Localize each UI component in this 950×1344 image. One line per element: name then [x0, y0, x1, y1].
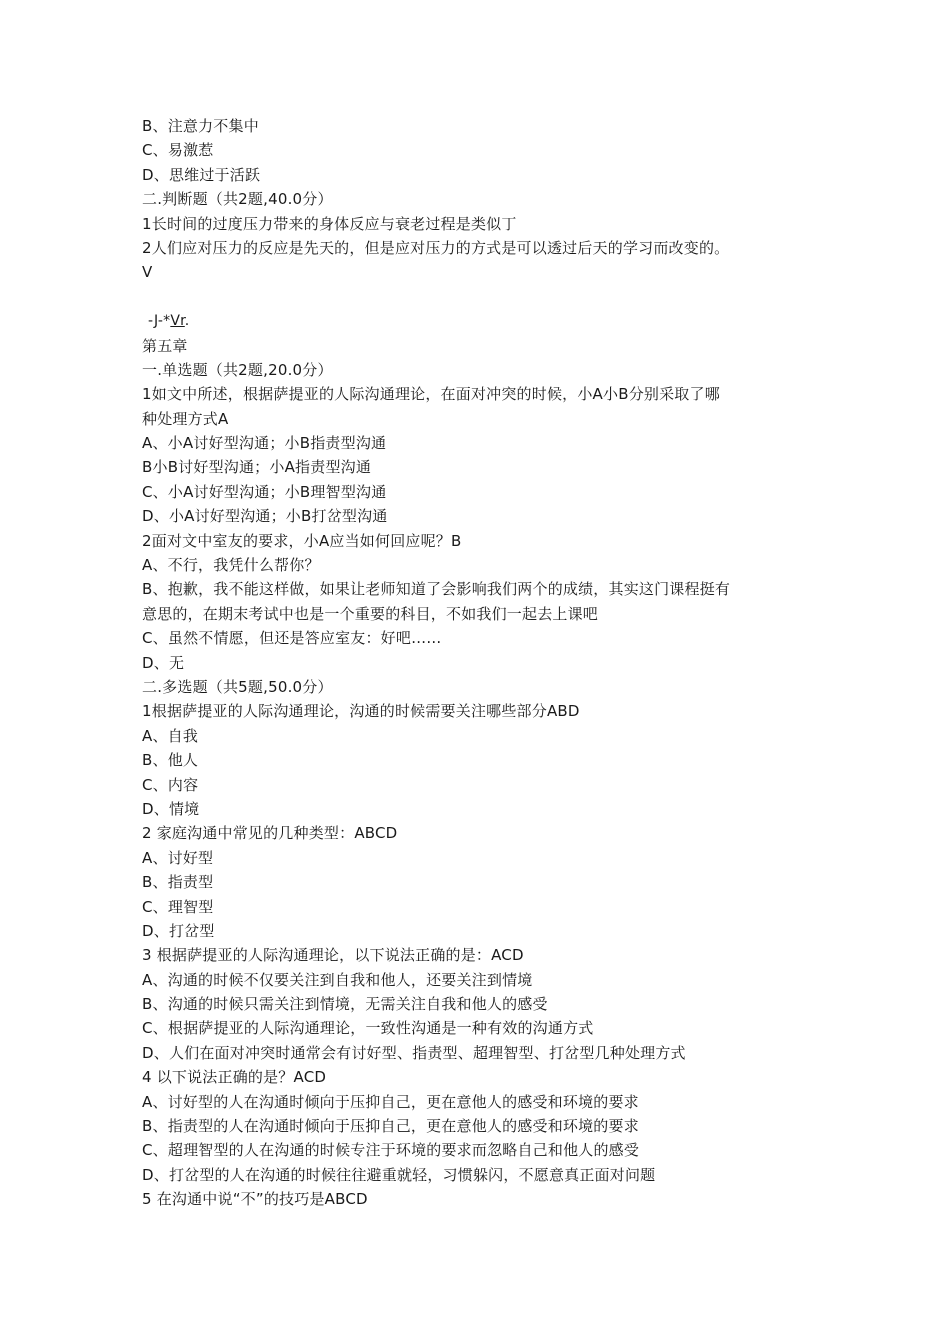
question-line: 4 以下说法正确的是？ACD	[142, 1068, 327, 1087]
option-line: D、小A讨好型沟通；小B打岔型沟通	[142, 507, 388, 526]
option-line: A、讨好型的人在沟通时倾向于压抑自己，更在意他人的感受和环境的要求	[142, 1092, 639, 1111]
question-line: 3 根据萨提亚的人际沟通理论，以下说法正确的是：ACD	[142, 946, 524, 965]
option-line: D、情境	[142, 799, 200, 818]
question-line: 1长时间的过度压力带来的身体反应与衰老过程是类似丁	[142, 214, 517, 233]
option-line: C、虽然不情愿，但还是答应室友：好吧……	[142, 629, 442, 648]
option-line: B、抱歉，我不能这样做，如果让老师知道了会影响我们两个的成绩，其实这门课程挺有	[142, 580, 731, 599]
option-line: C、内容	[142, 775, 199, 794]
option-line: D、人们在面对冲突时通常会有讨好型、指责型、超理智型、打岔型几种处理方式	[142, 1043, 686, 1062]
option-line: C、根据萨提亚的人际沟通理论，一致性沟通是一种有效的沟通方式	[142, 1019, 594, 1038]
artifact-mark	[142, 309, 822, 333]
mark-underlined: Vr	[170, 313, 185, 330]
question-line: 1根据萨提亚的人际沟通理论，沟通的时候需要关注哪些部分ABD	[142, 702, 580, 721]
question-line: 种处理方式A	[142, 409, 229, 428]
option-line: B、指责型的人在沟通时倾向于压抑自己，更在意他人的感受和环境的要求	[142, 1117, 639, 1136]
option-line: A、讨好型	[142, 848, 214, 867]
option-line: D、无	[142, 653, 185, 672]
option-line: A、沟通的时候不仅要关注到自我和他人，还要关注到情境	[142, 970, 533, 989]
option-line: C、理智型	[142, 897, 214, 916]
option-line: A、小A讨好型沟通；小B指责型沟通	[142, 434, 387, 453]
option-line: A、自我	[142, 726, 199, 745]
answer-line: V	[142, 263, 153, 282]
question-line: 5 在沟通中说“不”的技巧是ABCD	[142, 1190, 368, 1209]
section-heading: 二.多选题（共5题,50.0分）	[142, 677, 333, 696]
option-line: D、思维过于活跃	[142, 165, 261, 184]
mark-prefix: -J-*	[148, 313, 171, 330]
option-line: B小B讨好型沟通；小A指责型沟通	[142, 458, 372, 477]
mark-suffix: .	[184, 313, 190, 330]
question-line: 1如文中所述，根据萨提亚的人际沟通理论，在面对冲突的时候，小A小B分别采取了哪	[142, 385, 720, 404]
chapter-title: 第五章	[142, 336, 188, 355]
question-line: 2 家庭沟通中常见的几种类型：ABCD	[142, 824, 398, 843]
option-line: C、易激惹	[142, 141, 214, 160]
option-line: B、他人	[142, 751, 199, 770]
option-line: C、超理智型的人在沟通的时候专注于环境的要求而忽略自己和他人的感受	[142, 1141, 640, 1160]
question-line: 2人们应对压力的反应是先天的，但是应对压力的方式是可以透过后天的学习而改变的。	[142, 238, 730, 257]
blank-line	[142, 285, 822, 309]
option-line: D、打岔型的人在沟通的时候往往避重就轻，习惯躲闪，不愿意真正面对问题	[142, 1165, 656, 1184]
option-line: D、打岔型	[142, 921, 215, 940]
section-heading: 一.单选题（共2题,20.0分）	[142, 360, 333, 379]
option-line: A、不行，我凭什么帮你？	[142, 556, 320, 575]
option-line: C、小A讨好型沟通；小B理智型沟通	[142, 482, 387, 501]
question-line: 2面对文中室友的要求，小A应当如何回应呢？B	[142, 531, 462, 550]
option-line: B、指责型	[142, 873, 214, 892]
option-line: B、沟通的时候只需关注到情境，无需关注自我和他人的感受	[142, 995, 548, 1014]
section-heading: 二.判断题（共2题,40.0分）	[142, 190, 333, 209]
option-line: B、注意力不集中	[142, 117, 259, 135]
option-line: 意思的，在期末考试中也是一个重要的科目，不如我们一起去上课吧	[142, 604, 599, 623]
document-page	[142, 114, 822, 1212]
